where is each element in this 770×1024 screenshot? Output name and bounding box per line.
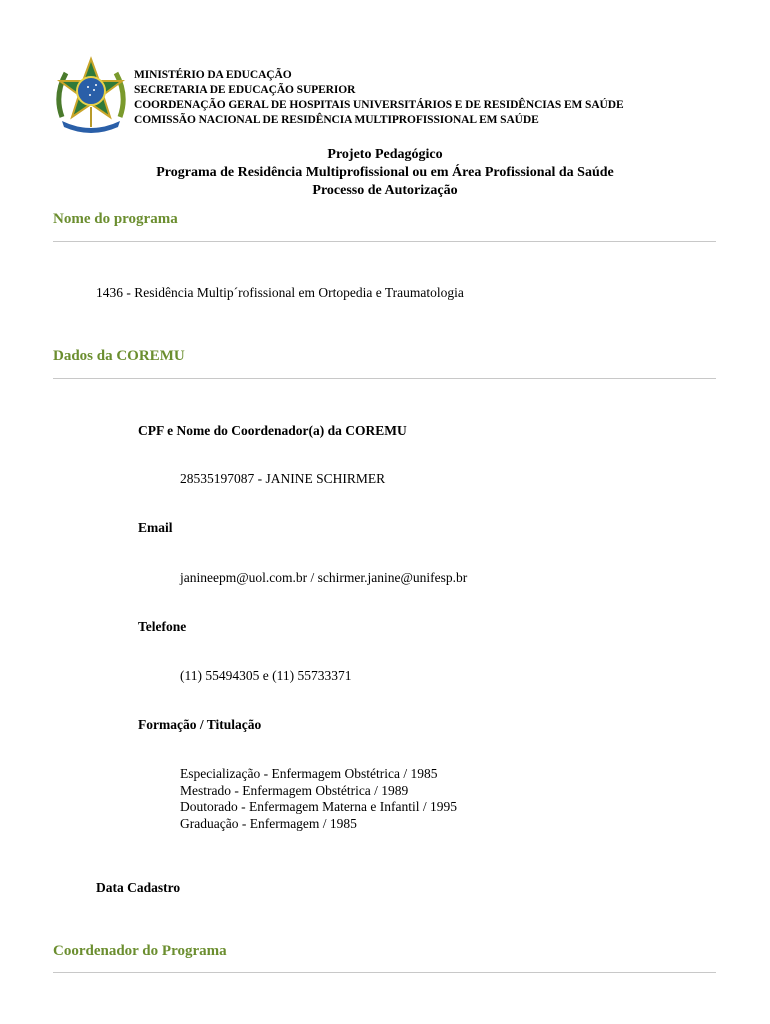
header-institution-block: [134, 68, 624, 128]
formation-item: Especialização - Enfermagem Obstétrica / 1985: [180, 766, 438, 781]
coremu-formation-list: [180, 766, 457, 832]
formation-item: Mestrado - Enfermagem Obstétrica / 1989: [180, 782, 409, 798]
section-divider: [53, 378, 716, 379]
section-heading-program-name: Nome do programa: [53, 211, 178, 227]
coremu-cpf-value: 28535197087 - JANINE SCHIRMER: [180, 471, 386, 486]
coremu-phone-value: (11) 55494305 e (11) 55733371: [180, 668, 352, 683]
header-line-secretariat: SECRETARIA DE EDUCAÇÃO SUPERIOR: [134, 84, 356, 96]
section-divider: [53, 972, 716, 973]
coremu-date-label: Data Cadastro: [96, 880, 181, 895]
formation-item: Doutorado - Enfermagem Materna e Infantil / 1995: [180, 799, 458, 814]
brazil-coat-of-arms-icon: [52, 55, 130, 135]
document-title: [0, 146, 770, 200]
coremu-cpf-label: CPF e Nome do Coordenador(a) da COREMU: [138, 423, 407, 438]
title-line-2: Programa de Residência Multiprofissional ou em Área Profissional da Saúde: [156, 165, 614, 180]
header-line-commission: COMISSÃO NACIONAL DE RESIDÊNCIA MULTIPROFISSIONAL EM SAÚDE: [134, 114, 539, 126]
formation-item: Graduação - Enfermagem / 1985: [180, 815, 357, 831]
coremu-formation-label: Formação / Titulação: [138, 717, 262, 732]
coremu-phone-label: Telefone: [138, 619, 187, 634]
section-heading-coremu: Dados da COREMU: [53, 348, 185, 364]
coremu-email-value: janineepm@uol.com.br / schirmer.janine@unifesp.br: [180, 570, 468, 585]
coremu-email-label: Email: [138, 520, 173, 535]
program-name-value: 1436 - Residência Multip´rofissional em Ortopedia e Traumatologia: [96, 285, 464, 300]
header-line-ministry: MINISTÉRIO DA EDUCAÇÃO: [134, 69, 292, 81]
header-line-coordination: COORDENAÇÃO GERAL DE HOSPITAIS UNIVERSITÁRIOS E DE RESIDÊNCIAS EM SAÚDE: [134, 99, 624, 111]
title-line-1: Projeto Pedagógico: [327, 147, 443, 162]
section-heading-coordinator: Coordenador do Programa: [53, 943, 227, 959]
section-divider: [53, 241, 716, 242]
title-line-3: Processo de Autorização: [312, 183, 458, 198]
